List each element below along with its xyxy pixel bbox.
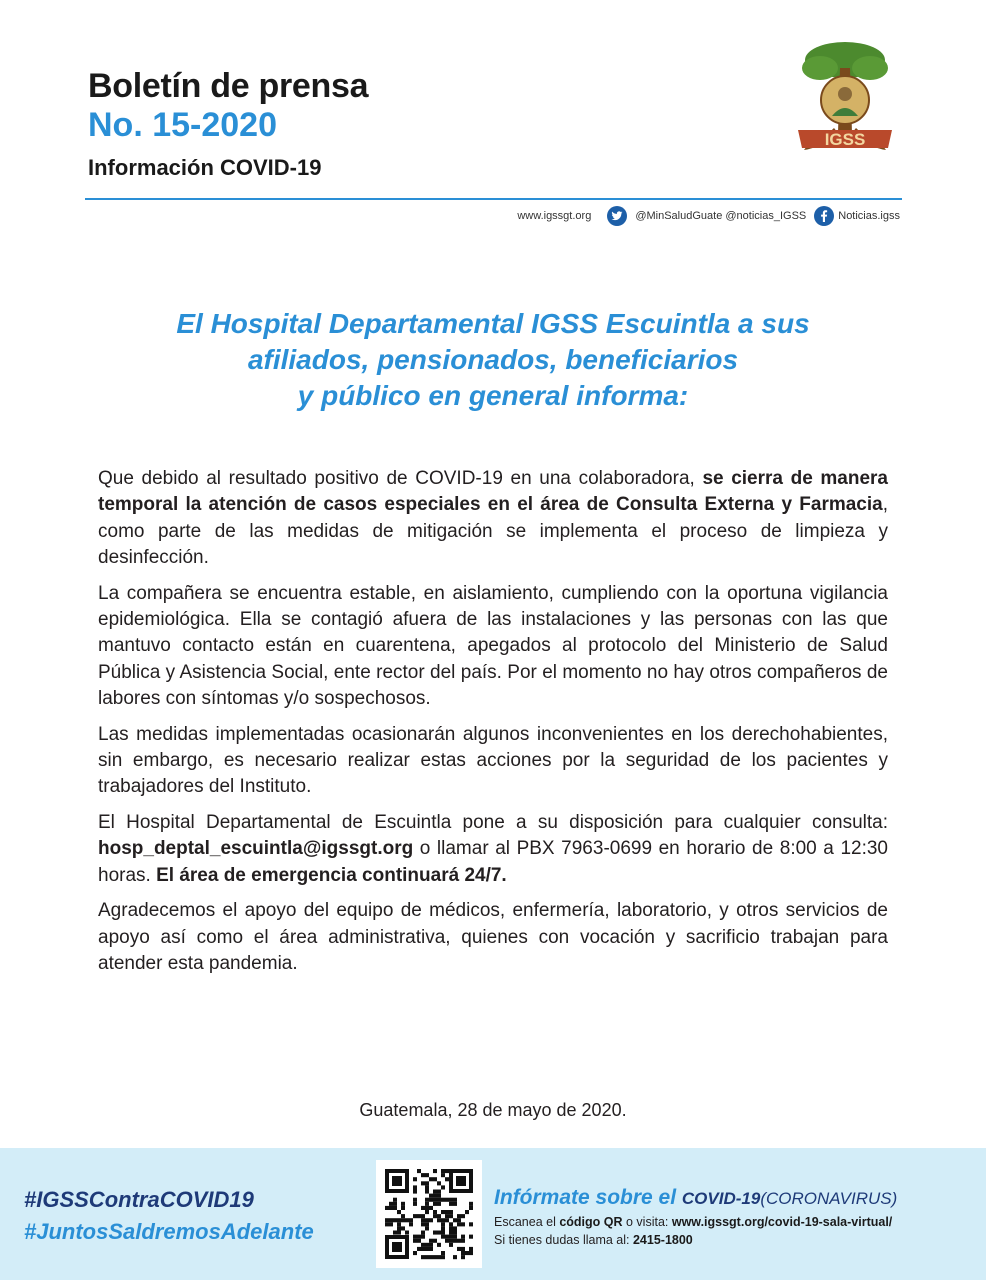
igss-logo	[790, 38, 900, 168]
info-title: Infórmate sobre el COVID-19(CORONAVIRUS)	[494, 1186, 898, 1209]
bulletin-title: Boletín de prensa	[88, 67, 369, 105]
paragraph-measures: Las medidas implementadas ocasionarán algunos inconvenientes en los derechohabientes, sin embargo, es necesario realizar estas acciones por la seguridad de los pacientes y trabajadores del Instituto.	[98, 723, 888, 798]
facebook-icon	[814, 206, 834, 226]
logo-text: IGSS	[824, 130, 866, 149]
social-bar	[517, 206, 900, 226]
headline-line-2: afiliados, pensionados, beneficiarios	[247, 344, 739, 375]
headline	[60, 306, 926, 414]
covid-info	[494, 1184, 897, 1249]
dateline: Guatemala, 28 de mayo de 2020.	[359, 1100, 627, 1120]
qr-code[interactable]	[376, 1160, 482, 1268]
hashtags	[24, 1184, 314, 1248]
sala-virtual-link[interactable]: www.igssgt.org/covid-19-sala-virtual/	[671, 1215, 893, 1229]
paragraph-contact: El Hospital Departamental de Escuintla pone a su disposición para cualquier consulta: hosp_deptal_escuintla@igssgt.org o llamar al PBX 7963-0699 en horario de 8:00 a 12:30 horas. El área de emergencia continuará 24/7.	[98, 811, 888, 886]
headline-line-1: El Hospital Departamental IGSS Escuintla a sus	[176, 308, 810, 339]
header	[88, 66, 368, 183]
paragraph-closure: Que debido al resultado positivo de COVID-19 en una colaboradora, se cierra de manera temporal la atención de casos especiales en el área de Consulta Externa y Farmacia, como parte de las medidas de mitigación se implementa el proceso de limpieza y desinfección.	[98, 468, 888, 569]
press-body	[98, 466, 888, 986]
facebook-page[interactable]: Noticias.igss	[838, 210, 900, 222]
contact-email[interactable]: hosp_deptal_escuintla@igssgt.org	[98, 838, 414, 860]
phone-line: Si tienes dudas llama al: 2415-1800	[494, 1233, 693, 1247]
closure-highlight: se cierra de manera temporal la atención de casos especiales en el área de Consulta Externa y Farmacia	[98, 468, 888, 516]
paragraph-thanks: Agradecemos el apoyo del equipo de médicos, enfermería, laboratorio, y otros servicios de apoyo así como el área administrativa, quienes con vocación y sacrificio trabajan para atender esta pandemia.	[98, 900, 888, 974]
hashtag-igss: #IGSSContraCOVID19	[24, 1187, 254, 1212]
bulletin-number: No. 15-2020	[88, 106, 277, 144]
bulletin-subtitle: Información COVID-19	[88, 155, 322, 180]
twitter-icon	[607, 206, 627, 226]
phone-number[interactable]: 2415-1800	[632, 1233, 693, 1247]
header-divider	[85, 198, 902, 200]
twitter-handles[interactable]: @MinSaludGuate @noticias_IGSS	[635, 210, 807, 222]
website-link[interactable]: www.igssgt.org	[517, 210, 592, 222]
footer-banner	[0, 1148, 986, 1280]
scan-instructions: Escanea el código QR o visita: www.igssgt.org/covid-19-sala-virtual/	[494, 1215, 893, 1229]
headline-line-3: y público en general informa:	[297, 380, 689, 411]
hashtag-juntos: #JuntosSaldremosAdelante	[24, 1219, 314, 1244]
paragraph-status: La compañera se encuentra estable, en aislamiento, cumpliendo con la oportuna vigilancia epidemiológica. Ella se contagió afuera de las instalaciones y las personas con las que mantuvo contacto están en cuarentena, apegados al protocolo del Ministerio de Salud Pública y Asistencia Social, ente rector del país. Por el momento no hay otros compañeros de labores con síntomas y/o sospechosos.	[98, 582, 888, 710]
emergency-notice: El área de emergencia continuará 24/7.	[156, 864, 507, 886]
